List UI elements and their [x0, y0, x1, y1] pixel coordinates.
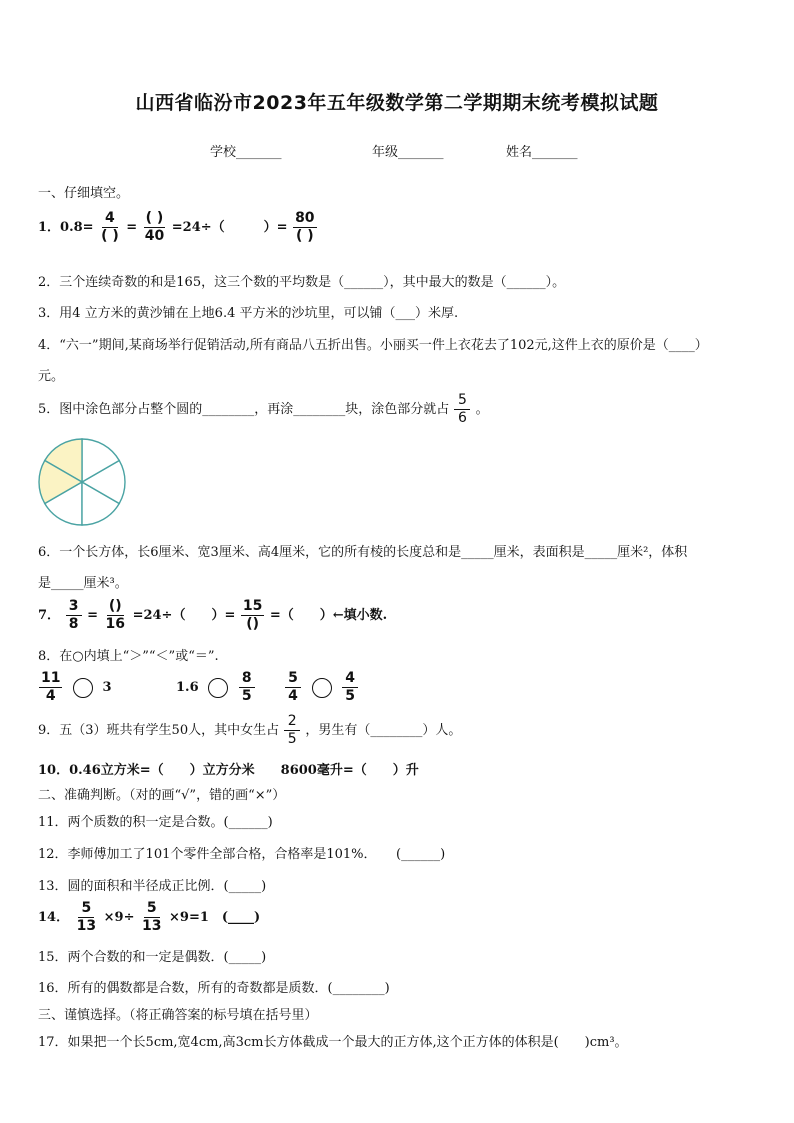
section-heading-1: 一、仔细填空。: [38, 186, 130, 201]
comparison-1: [38, 670, 112, 705]
fraction: $\frac{5}{13}$: [142, 900, 162, 934]
q9-text-b: ，男生有（________）人。: [305, 723, 462, 738]
name-field: 姓名_______: [506, 145, 578, 160]
page-title: 山西省临汾市2023年五年级数学第二学期期末统考模拟试题: [135, 92, 659, 114]
fraction: $\frac{80}{( )}$: [295, 210, 315, 244]
fraction: $\frac{4}{( )}$: [101, 210, 119, 244]
section-heading-2: 二、准确判断。（对的画“√”，错的画“×”）: [38, 788, 286, 803]
compare-circle: [312, 678, 332, 698]
question-12: 12．李师傅加工了101个零件全部合格，合格率是101%． (______): [38, 847, 446, 862]
question-9: [38, 713, 461, 748]
q14-mid: ×9÷: [103, 910, 135, 925]
q7-text-b: =24÷（ ）=: [132, 608, 236, 623]
grade-field: 年级_______: [372, 145, 444, 160]
question-10: 10．0.46立方米=（ ）立方分米 8600毫升=（ ）升: [38, 763, 419, 778]
section-heading-3: 三、谨慎选择。（将正确答案的标号填在括号里）: [38, 1008, 318, 1023]
fraction: $\frac{3}{8}$: [66, 598, 82, 633]
question-number: 7．: [38, 608, 61, 623]
fraction: $\frac{()}{16}$: [105, 598, 126, 632]
q14-end: ×9=1 (____): [169, 910, 261, 925]
fraction: $\frac{15}{()}$: [242, 598, 263, 632]
school-field: 学校_______: [210, 145, 282, 160]
question-11: 11．两个质数的积一定是合数。(______): [38, 815, 273, 830]
question-1: [38, 210, 318, 245]
q7-text-c: =（ ）←填小数.: [269, 608, 388, 623]
q5-end: 。: [475, 402, 489, 417]
q9-text-a: 9．五（3）班共有学生50人，其中女生占: [38, 723, 280, 738]
question-5: [38, 392, 489, 427]
comparison-2: [176, 670, 256, 705]
question-3: 3．用4 立方米的黄沙铺在上地6.4 平方米的沙坑里，可以铺（___）米厚.: [38, 306, 459, 321]
fraction: $\frac{5}{13}$: [76, 900, 97, 934]
question-4-line-1: 4．“六一”期间,某商场举行促销活动,所有商品八五折出售。小丽买一件上衣花去了102元,这件上衣的原价是（____）: [38, 338, 708, 353]
question-14: [38, 900, 260, 935]
question-number: 14．: [38, 910, 70, 925]
compare-circle: [208, 678, 228, 698]
question-8: 8．在○内填上“＞”“＜”或“＝”.: [38, 649, 219, 664]
question-2: 2．三个连续奇数的和是165，这三个数的平均数是（______），其中最大的数是（______）。: [38, 275, 566, 290]
fraction: $\frac{11}{4}$: [41, 670, 61, 704]
fraction: $\frac{5}{6}$: [454, 392, 470, 427]
circle-figure: [36, 436, 128, 528]
fraction: $\frac{2}{5}$: [284, 713, 300, 748]
question-7: [38, 598, 387, 633]
question-17: 17．如果把一个长5cm,宽4cm,高3cm长方体截成一个最大的正方体,这个正方体的体积是( )cm³。: [38, 1035, 628, 1050]
question-6-line-1: 6．一个长方体，长6厘米、宽3厘米、高4厘米，它的所有棱的长度总和是_____厘米，表面积是_____厘米²，体积: [38, 545, 688, 560]
question-13: 13．圆的面积和半径成正比例．(_____): [38, 879, 267, 894]
fraction: $\frac{( )}{40}$: [144, 210, 165, 244]
question-16: 16．所有的偶数都是合数，所有的奇数都是质数．(________): [38, 981, 390, 996]
fraction: $\frac{8}{5}$: [239, 670, 255, 705]
q1-equals: =: [126, 220, 138, 235]
compare-circle: [73, 678, 93, 698]
q7-equals: =: [87, 608, 99, 623]
q5-text: 5．图中涂色部分占整个圆的________，再涂________块，涂色部分就占: [38, 402, 450, 417]
pie-sectors: [39, 439, 125, 525]
question-4-line-2: 元。: [38, 369, 65, 384]
question-6-line-2: 是_____厘米³。: [38, 576, 128, 591]
fraction: $\frac{4}{5}$: [342, 670, 358, 705]
compare-value: 1.6: [176, 680, 199, 695]
compare-value: 3: [102, 680, 112, 695]
question-15: 15．两个合数的和一定是偶数．(_____): [38, 950, 267, 965]
q1-text-b: =24÷（ ）=: [171, 220, 288, 235]
q1-text-a: 0.8=: [60, 220, 94, 235]
question-number: 1．: [38, 220, 61, 235]
fraction: $\frac{5}{4}$: [285, 670, 301, 705]
comparison-3: [284, 670, 359, 705]
